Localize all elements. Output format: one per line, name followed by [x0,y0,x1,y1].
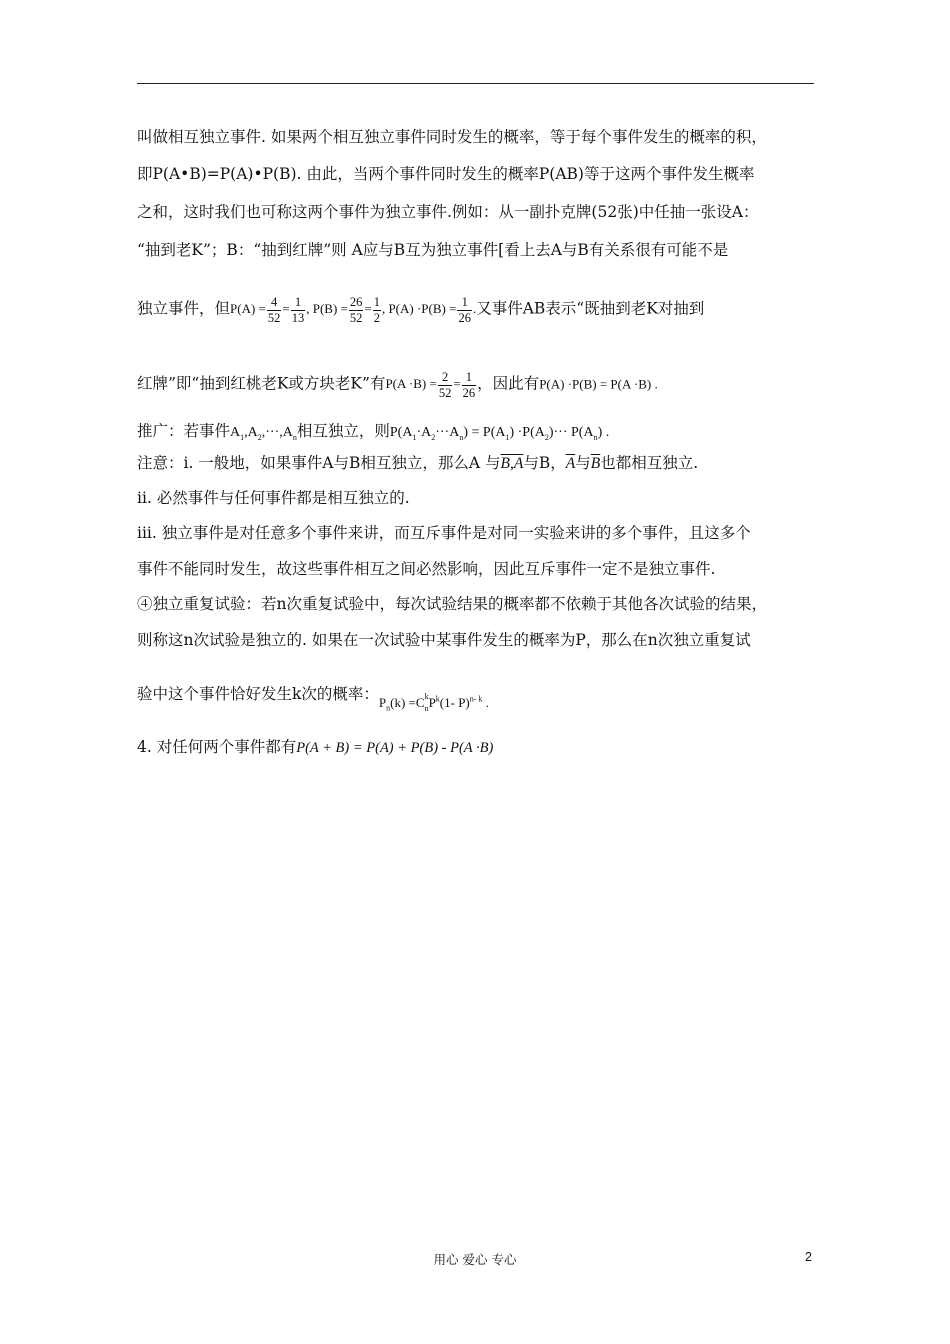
formula-complement-b-a: B,A [500,455,524,472]
text-line-8-b: 与B， [523,454,566,472]
text-line-7-lead: 推广：若事件 [137,422,231,440]
text-line-8-c: 与 [575,454,591,472]
text-line-15 [137,737,493,758]
text-line-15-lead: 4. 对任何两个事件都有 [137,738,297,756]
text-line-13: 则称这n次试验是独立的. 如果在一次试验中某事件发生的概率为P，那么在n次独立重复试 [137,631,751,649]
formula-addition-rule: P(A + B) = P(A) + P(B) - P(A ·B) [296,740,494,756]
text-line-6-mid: ，因此有 [477,374,540,393]
text-line-8-lead: 注意：i. 一般地，如果事件A与B相互独立，那么A 与 [137,454,501,472]
text-line-3: 之和，这时我们也可称这两个事件为独立事件.例如：从一副扑克牌(52张)中任抽一张设A： [137,203,759,221]
text-line-10: iii. 独立事件是对任意多个事件来讲，而互斥事件是对同一实验来讲的多个事件，且这多个 [137,524,751,542]
formula-binomial: Pn(k) =CknPk(1- P)n- k . [378,691,489,713]
text-line-7 [137,421,609,443]
page-number: 2 [805,1250,812,1264]
formula-complement-b: $\overline{B}$ [590,455,601,472]
text-line-5 [137,295,704,326]
text-line-6 [137,370,658,401]
formula-joint: P(A ·B) = $\frac{2}{52}$ = $\frac{1}{26}$ [385,370,476,400]
formula-generalized-product: $P(A_1\cdot A_2\cdot\cdot\cdot A_n) = P(A_1) \cdot P(A_2)\cdot\cdot\cdot P(A_n)$ . [389,425,610,442]
header-rule [137,83,814,84]
formula-events-list: $A_1,A_2,\cdot\cdot\cdot,A_n$ [230,425,297,442]
text-line-14-lead: 验中这个事件恰好发生k次的概率： [137,685,379,703]
text-line-7-mid: 相互独立，则 [296,422,390,440]
formula-probabilities: P(A) = $\frac{4}{52}$ = $\frac{1}{13}$ , P(B) = $\frac{26}{52}$ = $\frac{1}{2}$ , P(A) ·P(B) = $\frac{1}{26}$ . [230,295,477,325]
text-line-2: 即P(A•B)=P(A)•P(B). 由此，当两个事件同时发生的概率P(AB)等于这两个事件发生概率 [137,165,755,183]
text-line-5-lead: 独立事件，但 [137,299,231,318]
text-line-1: 叫做相互独立事件. 如果两个相互独立事件同时发生的概率，等于每个事件发生的概率的积， [137,128,767,146]
page-footer: 用心 爱心 专心 [433,1252,517,1267]
text-line-4: “抽到老K”；B：“抽到红牌”则 A应与B互为独立事件[看上去A与B有关系很有可能不是 [137,241,729,259]
text-line-8-tail: 也都相互独立. [600,454,699,472]
text-line-6-lead: 红牌”即“抽到红桃老K或方块老K”有 [137,374,386,393]
formula-product-equality: P(A) ·P(B) = P(A ·B) . [539,376,658,392]
formula-complement-a: $\overline{A}$ [565,455,576,472]
text-line-14 [137,684,489,713]
text-line-9: ii. 必然事件与任何事件都是相互独立的. [137,489,410,507]
text-line-8 [137,453,698,474]
text-line-12: ④独立重复试验：若n次重复试验中，每次试验结果的概率都不依赖于其他各次试验的结果， [137,595,767,613]
text-line-11: 事件不能同时发生，故这些事件相互之间必然影响，因此互斥事件一定不是独立事件. [137,560,716,578]
text-line-5-tail: 又事件AB表示“既抽到老K对抽到 [476,299,705,318]
